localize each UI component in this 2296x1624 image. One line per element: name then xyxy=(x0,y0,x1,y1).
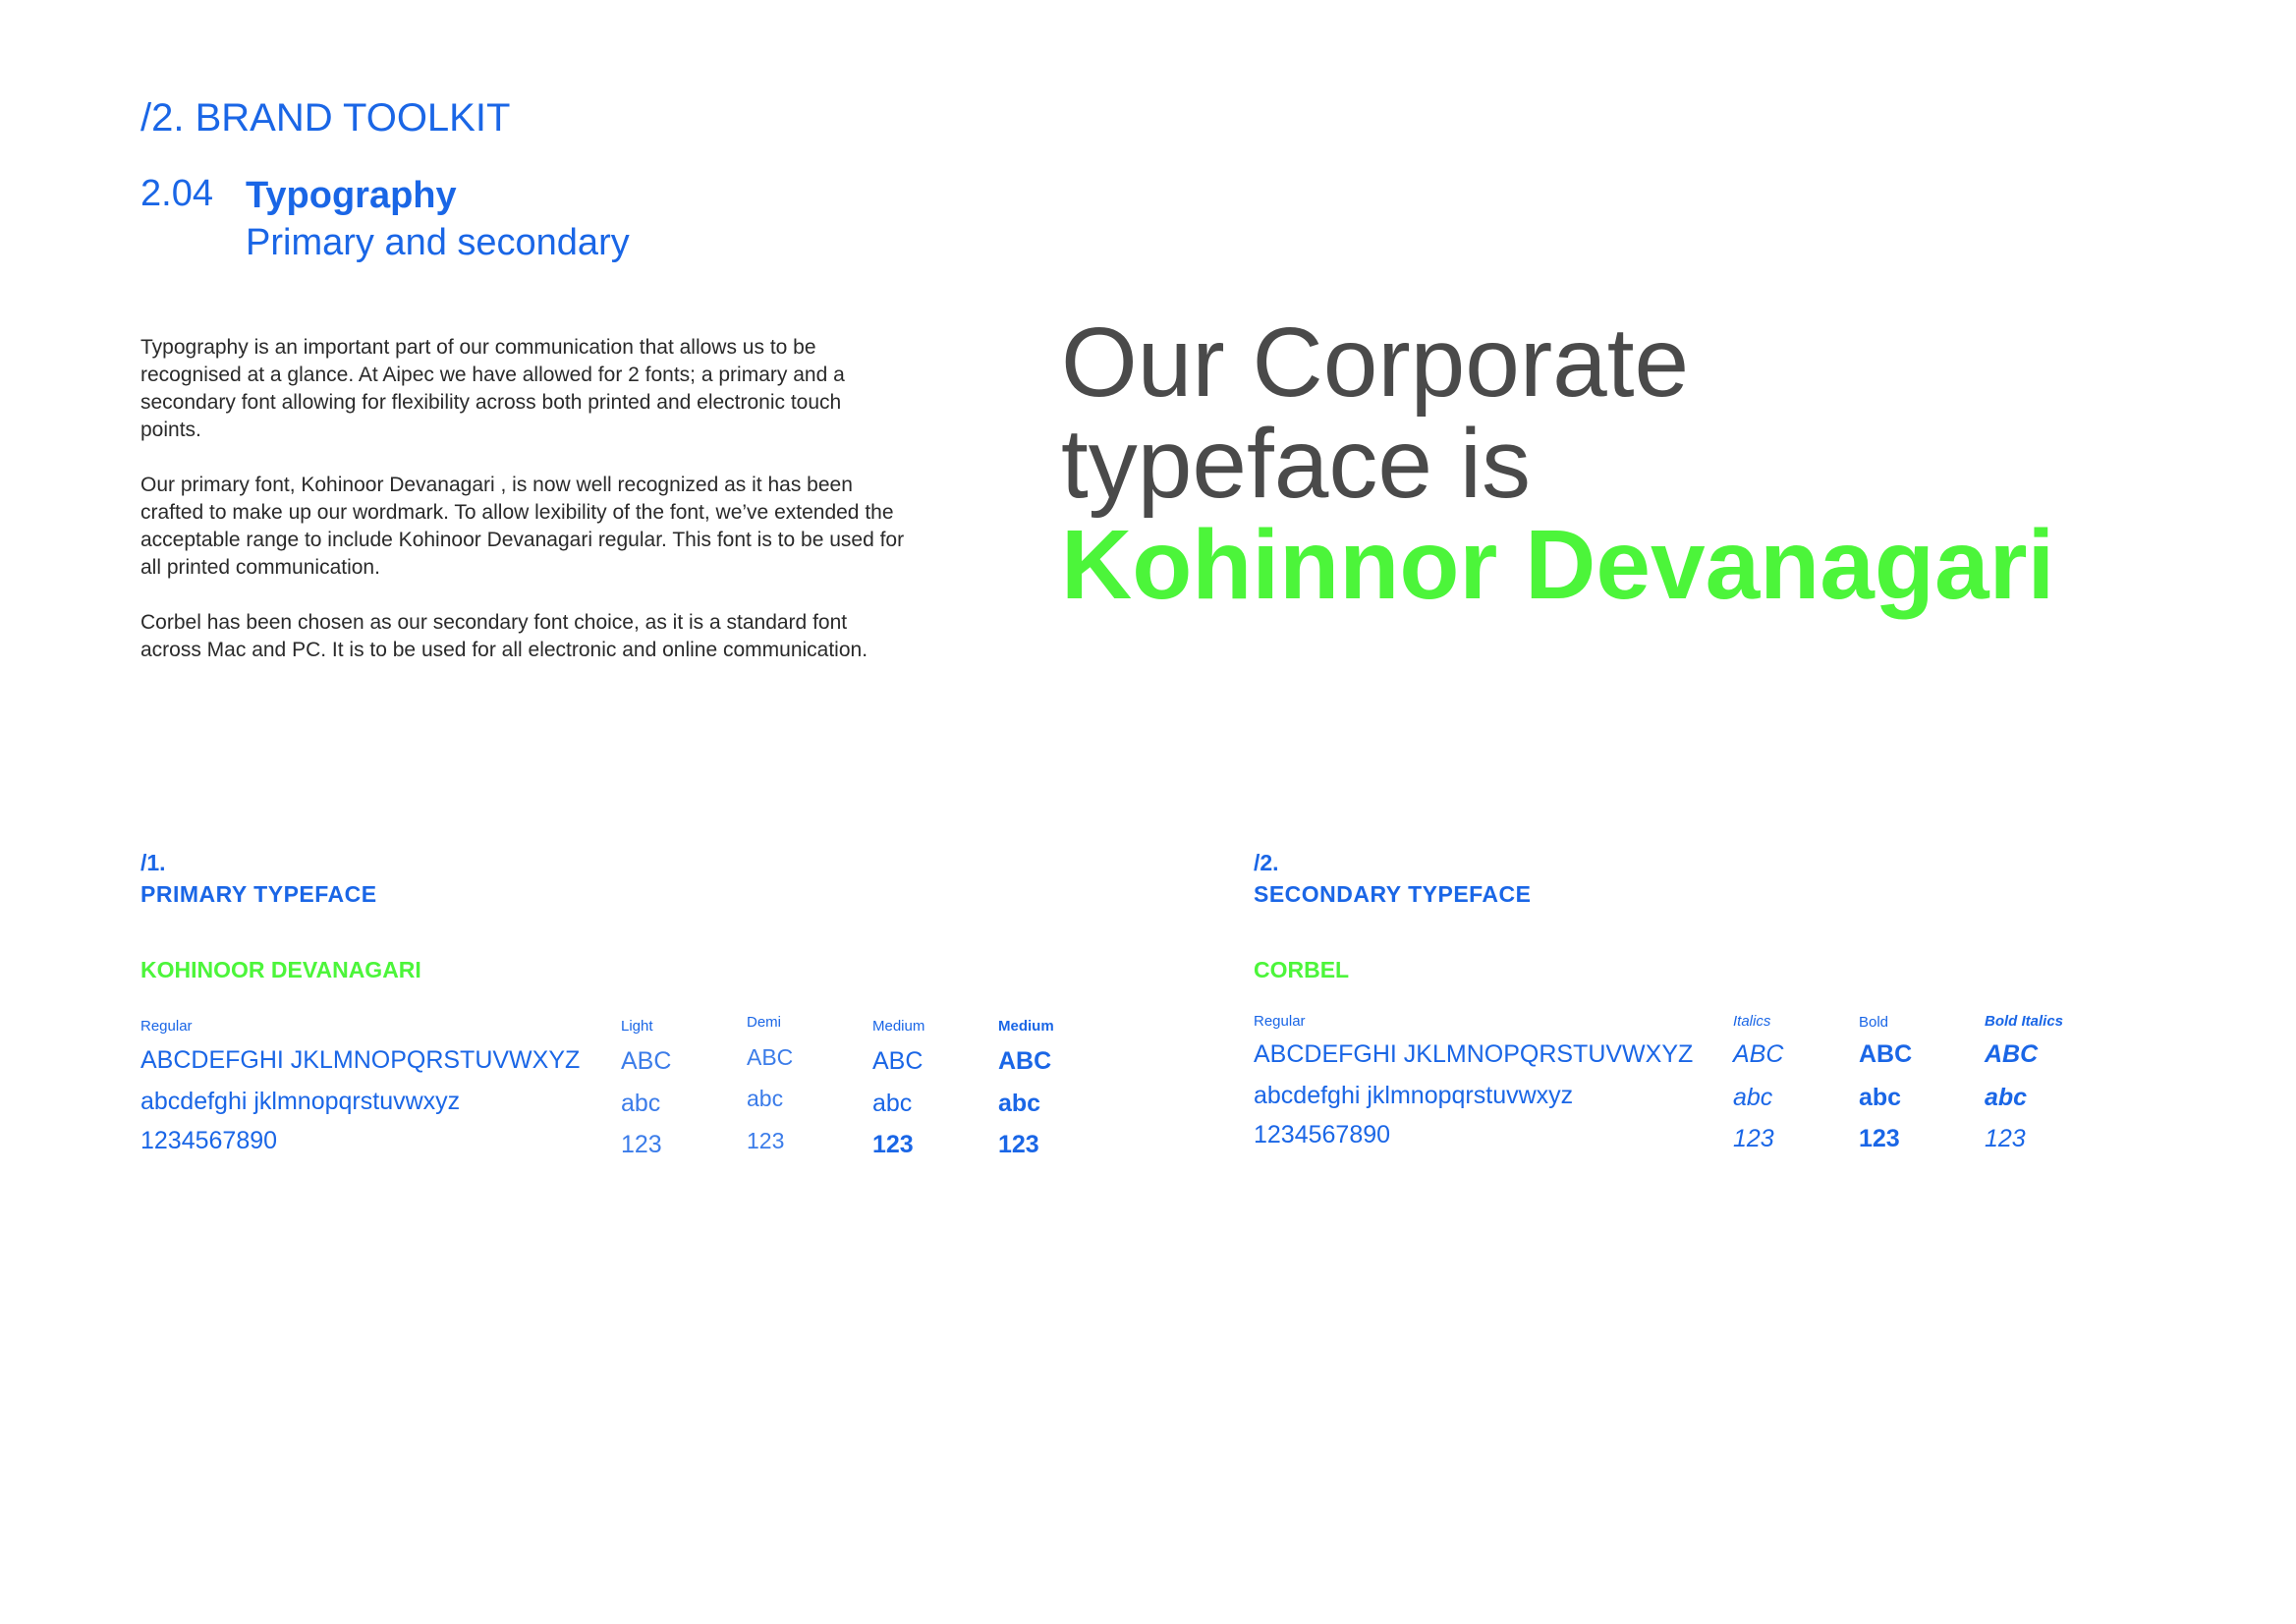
primary-medium-bold-label: Medium xyxy=(998,1018,1054,1035)
primary-light-upper: ABC xyxy=(621,1047,672,1075)
primary-regular-digits: 1234567890 xyxy=(140,1127,278,1154)
primary-light-lower: abc xyxy=(621,1090,661,1117)
secondary-regular-upper: ABCDEFGHI JKLMNOPQRSTUVWXYZ xyxy=(1254,1040,1694,1068)
section-number: 2.04 xyxy=(140,173,213,214)
primary-demi-digits: 123 xyxy=(747,1128,785,1153)
page-title: Typography xyxy=(246,175,457,216)
page-subtitle: Primary and secondary xyxy=(246,222,630,263)
intro-paragraph: Corbel has been chosen as our secondary font choice, as it is a standard font across Mac and PC. It is to be used for all electronic and online communication. xyxy=(140,611,868,661)
secondary-bold-italics-label: Bold Italics xyxy=(1985,1013,2064,1030)
hero-brand-font: Kohinnor Devanagari xyxy=(1061,510,2055,620)
secondary-bold-italics-lower: abc xyxy=(1985,1084,2028,1111)
secondary-label: SECONDARY TYPEFACE xyxy=(1254,881,1532,907)
primary-regular-upper: ABCDEFGHI JKLMNOPQRSTUVWXYZ xyxy=(140,1046,581,1074)
primary-regular-lower: abcdefghi jklmnopqrstuvwxyz xyxy=(140,1088,461,1115)
primary-medium-label: Medium xyxy=(872,1018,925,1035)
primary-medium-upper: ABC xyxy=(872,1047,924,1075)
intro-text xyxy=(140,334,907,692)
secondary-italics-upper: ABC xyxy=(1733,1040,1784,1068)
primary-medium-lower: abc xyxy=(872,1090,913,1117)
primary-label: PRIMARY TYPEFACE xyxy=(140,881,377,907)
primary-light-digits: 123 xyxy=(621,1131,662,1158)
primary-number: /1. xyxy=(140,850,166,875)
intro-paragraph: Our primary font, Kohinoor Devanagari , is now well recognized as it has been crafted to make up our wordmark. To allow lexibility of the font, we’ve extended the acceptable range to include Kohinoor Devanagari regular. This font is to be used for all printed communication. xyxy=(140,474,905,579)
secondary-number: /2. xyxy=(1254,850,1279,875)
secondary-bold-digits: 123 xyxy=(1859,1125,1900,1152)
primary-medium-bold-digits: 123 xyxy=(998,1131,1039,1158)
primary-demi-lower: abc xyxy=(747,1086,784,1111)
secondary-italics-digits: 123 xyxy=(1733,1125,1774,1152)
secondary-regular-label: Regular xyxy=(1254,1013,1306,1030)
primary-medium-digits: 123 xyxy=(872,1131,914,1158)
primary-regular-label: Regular xyxy=(140,1018,193,1035)
secondary-bold-italics-upper: ABC xyxy=(1985,1040,2039,1068)
intro-paragraph: Typography is an important part of our communication that allows us to be recognised at a glance. At Aipec we have allowed for 2 fonts; a primary and a secondary font allowing for flexibility across both printed and electronic touch points. xyxy=(140,336,845,441)
hero-line-2: typeface is xyxy=(1061,409,1532,519)
primary-demi-upper: ABC xyxy=(747,1044,794,1070)
secondary-bold-label: Bold xyxy=(1859,1014,1889,1031)
secondary-regular-digits: 1234567890 xyxy=(1254,1121,1391,1148)
primary-demi-label: Demi xyxy=(747,1014,782,1031)
secondary-font-name: CORBEL xyxy=(1254,957,1350,982)
primary-light-label: Light xyxy=(621,1018,653,1035)
secondary-bold-italics-digits: 123 xyxy=(1985,1125,2026,1152)
secondary-bold-upper: ABC xyxy=(1859,1040,1913,1068)
hero-statement xyxy=(1061,308,2055,620)
secondary-regular-lower: abcdefghi jklmnopqrstuvwxyz xyxy=(1254,1082,1574,1109)
primary-medium-bold-upper: ABC xyxy=(998,1047,1052,1075)
primary-font-name: KOHINOOR DEVANAGARI xyxy=(140,957,421,982)
hero-line-1: Our Corporate xyxy=(1061,308,1690,418)
primary-medium-bold-lower: abc xyxy=(998,1090,1041,1117)
secondary-italics-label: Italics xyxy=(1733,1013,1771,1030)
secondary-italics-lower: abc xyxy=(1733,1084,1773,1111)
section-title: /2. BRAND TOOLKIT xyxy=(140,96,511,140)
secondary-bold-lower: abc xyxy=(1859,1084,1902,1111)
